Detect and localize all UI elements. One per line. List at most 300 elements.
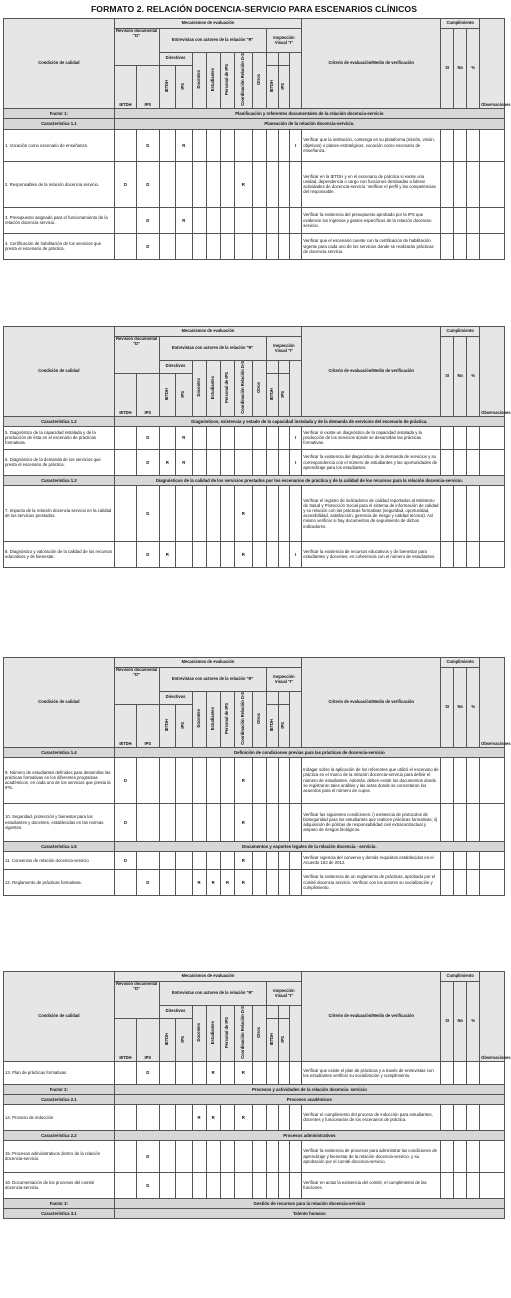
mark-coord: R [234, 851, 252, 869]
mark-pers [220, 449, 234, 475]
mark-d_ietdh [114, 485, 136, 541]
header-revision-ietdh: IETDH [114, 65, 136, 108]
cumple-no-cell[interactable] [454, 129, 467, 161]
mark-d_ips [137, 851, 159, 869]
mark-est [206, 541, 220, 567]
observaciones-cell[interactable] [480, 1061, 505, 1084]
condition-cell: 2. Responsables de la relación docencia servicio. [4, 161, 115, 207]
mark-d_ietdh: D [114, 803, 136, 841]
header-condicion: Condición de calidad [4, 972, 115, 1062]
mark-dir_ips [176, 869, 192, 895]
evaluation-table-3 [3, 657, 511, 896]
mark-d_ips [137, 757, 159, 803]
header-directivos: Directivos [159, 53, 192, 66]
header-cumplimiento: Cumplimiento [441, 19, 480, 29]
header-si: SI [441, 337, 454, 417]
cumple-no-cell[interactable] [454, 1061, 467, 1084]
car-label: Característica 1.4 [4, 747, 115, 757]
cumple-pct-cell[interactable] [467, 1061, 480, 1084]
header-inspeccion-ips [278, 704, 290, 747]
cumple-no-cell[interactable] [454, 233, 467, 259]
header-otros [252, 692, 266, 748]
header-personal-ips [220, 692, 234, 748]
header-inspeccion-empty [266, 53, 278, 66]
mark-ins [290, 803, 302, 841]
mark-otros [252, 233, 266, 259]
cumple-pct-cell[interactable] [467, 233, 480, 259]
table-row [4, 1140, 505, 1172]
table-row [4, 129, 505, 161]
header-directivos-ips [176, 704, 192, 747]
cumple-no-cell[interactable] [454, 485, 467, 541]
header-inspeccion-empty [278, 692, 290, 705]
mark-dir_ietdh [159, 161, 175, 207]
header-docentes [192, 1006, 206, 1062]
mark-pers [220, 161, 234, 207]
mark-dir_ips [176, 851, 192, 869]
criterion-cell: Verificar que la institución, contenga en su plataforma (misión, visión, objetivos) o planes estratégicos, vocación como escenario de enseñanza. [302, 129, 441, 161]
header-personal-ips-label: Personal de IPS [223, 63, 229, 95]
observaciones-cell[interactable] [480, 207, 505, 233]
car-title: Procesos académicos [114, 1094, 504, 1104]
observaciones-cell[interactable] [480, 233, 505, 259]
header-docentes-label: Docentes [195, 70, 201, 89]
header-directivos-ips-label: IPS [180, 721, 186, 729]
mark-ins_ietdh [266, 129, 278, 161]
observaciones-cell[interactable] [480, 161, 505, 207]
mark-coord [234, 449, 252, 475]
cumple-pct-cell[interactable] [467, 541, 480, 567]
observaciones-cell[interactable] [480, 449, 505, 475]
criterion-cell: Verificar las siguientes condiciones: i) existencia de protocolos de bioseguridad para los estudiantes que realicen prácticas formativas; ii) adquisición de pólizas de responsabilidad civil extracontractual y amparo de riesgos biológicos. [302, 803, 441, 841]
cumple-no-cell[interactable] [454, 541, 467, 567]
header-inspeccion-ietdh-label: IETDH [268, 1032, 274, 1045]
header-inspeccion-ips [278, 65, 290, 108]
criterion-cell: Verificar que existe el plan de prácticas y a través de entrevistas con los estudiantes verificar su socialización y cumplimiento. [302, 1061, 441, 1084]
mark-doc [192, 426, 206, 449]
mark-coord: R [234, 541, 252, 567]
cumple-no-cell[interactable] [454, 757, 467, 803]
observaciones-cell[interactable] [480, 426, 505, 449]
cumple-pct-cell[interactable] [467, 869, 480, 895]
cumple-si-cell[interactable] [441, 129, 454, 161]
mark-pers [220, 1104, 234, 1130]
cumple-si-cell[interactable] [441, 803, 454, 841]
mark-pers [220, 485, 234, 541]
header-observaciones: Observaciones [480, 19, 505, 109]
condition-cell: 15. Procesos administrativos dentro de la relación docencia-servicio. [4, 1140, 115, 1172]
cumple-no-cell[interactable] [454, 851, 467, 869]
header-mecanismos: Mecanismos de evaluación [114, 19, 301, 29]
header-revision: Revisión documental "D" [114, 982, 159, 1019]
header-inspeccion-empty [278, 53, 290, 66]
mark-pers [220, 233, 234, 259]
header-inspeccion-empty [290, 53, 302, 109]
table-row [4, 803, 505, 841]
observaciones-cell[interactable] [480, 541, 505, 567]
mark-ins_ips [278, 1172, 290, 1198]
cumple-no-cell[interactable] [454, 449, 467, 475]
caracteristica-row [4, 416, 505, 426]
cumple-no-cell[interactable] [454, 1104, 467, 1130]
header-inspeccion-ietdh [266, 373, 278, 416]
header-estudiantes [206, 53, 220, 109]
header-docentes-label: Docentes [195, 1023, 201, 1042]
cumple-si-cell[interactable] [441, 161, 454, 207]
mark-pers [220, 1172, 234, 1198]
mark-doc [192, 1140, 206, 1172]
mark-dir_ietdh [159, 869, 175, 895]
header-directivos-ietdh [159, 65, 175, 108]
cumple-pct-cell[interactable] [467, 449, 480, 475]
header-coordinacion-label: Coordinación Relación D-S [239, 1006, 245, 1059]
mark-dir_ips [176, 1104, 192, 1130]
header-condicion: Condición de calidad [4, 19, 115, 109]
header-directivos-ips [176, 65, 192, 108]
mark-pers [220, 426, 234, 449]
criterion-cell: Verificar la existencia del diagnóstico de la demanda de servicios y su correspondencia con el número de estudiantes y las oportunidades de aprendizaje para los estudiantes. [302, 449, 441, 475]
mark-ins_ietdh [266, 426, 278, 449]
mark-doc [192, 233, 206, 259]
mark-d_ips: D [137, 1140, 159, 1172]
factor-label: Factor 2: [4, 1084, 115, 1094]
mark-d_ietdh: D [114, 851, 136, 869]
cumple-pct-cell[interactable] [467, 1140, 480, 1172]
condition-cell: 14. Proceso de inducción [4, 1104, 115, 1130]
header-revision-ips: IPS [137, 65, 159, 108]
condition-cell: 6. Diagnóstico de la demanda de los servicios que presta el escenario de práctica. [4, 449, 115, 475]
observaciones-cell[interactable] [480, 757, 505, 803]
cumple-no-cell[interactable] [454, 1172, 467, 1198]
cumple-no-cell[interactable] [454, 207, 467, 233]
mark-coord: R [234, 757, 252, 803]
criterion-cell: Verificar el cumplimiento del proceso de inducción para estudiantes, docentes y funcionarios de los escenarios de práctica. [302, 1104, 441, 1130]
cumple-si-cell[interactable] [441, 1061, 454, 1084]
header-cumplimiento: Cumplimiento [441, 327, 480, 337]
mark-dir_ietdh: R [159, 541, 175, 567]
observaciones-cell[interactable] [480, 485, 505, 541]
header-entrevistas: Entrevistas con actores de la relación "R" [159, 337, 266, 361]
mark-ins_ietdh [266, 757, 278, 803]
cumple-no-cell[interactable] [454, 1140, 467, 1172]
header-docentes [192, 53, 206, 109]
header-mecanismos: Mecanismos de evaluación [114, 327, 301, 337]
condition-cell: 7. Impacto de la relación docencia servicio en la calidad de los servicios prestados. [4, 485, 115, 541]
mark-d_ips: D [137, 541, 159, 567]
header-directivos-ietdh-label: IETDH [163, 718, 169, 731]
header-personal-ips [220, 1006, 234, 1062]
mark-est: R [206, 869, 220, 895]
observaciones-cell[interactable] [480, 1172, 505, 1198]
header-inspeccion-ietdh-label: IETDH [268, 79, 274, 92]
mark-ins [290, 1172, 302, 1198]
factor-title: Procesos y actividades de la relación docencia- servicio [114, 1084, 504, 1094]
mark-ins_ips [278, 757, 290, 803]
mark-dir_ips [176, 233, 192, 259]
condition-cell: 1. Vocación como escenario de enseñanza [4, 129, 115, 161]
mark-ins_ips [278, 1061, 290, 1084]
car-title: Definición de condiciones previas para las prácticas de docencia-servicio [114, 747, 504, 757]
mark-coord: R [234, 869, 252, 895]
mark-d_ips [137, 803, 159, 841]
criterion-cell: Verificar la existencia de un reglamento de prácticas, aprobado por el comité docencia servicio. Verificar con los actores su socialización y cumplimiento. [302, 869, 441, 895]
header-inspeccion-empty [278, 361, 290, 374]
mark-otros [252, 485, 266, 541]
header-no: No [454, 982, 467, 1062]
header-mecanismos: Mecanismos de evaluación [114, 972, 301, 982]
mark-d_ips: D [137, 869, 159, 895]
mark-d_ips: D [137, 1061, 159, 1084]
mark-pers [220, 541, 234, 567]
observaciones-cell[interactable] [480, 869, 505, 895]
mark-otros [252, 757, 266, 803]
cumple-pct-cell[interactable] [467, 161, 480, 207]
cumple-si-cell[interactable] [441, 485, 454, 541]
criterion-cell: Verificar la existencia del presupuesto aprobado por la IPS que evidencie los ingresos y gastos específicos de la relación docencia-servicio. [302, 207, 441, 233]
cumple-si-cell[interactable] [441, 757, 454, 803]
mark-dir_ips: R [176, 129, 192, 161]
mark-ins_ietdh [266, 161, 278, 207]
observaciones-cell[interactable] [480, 851, 505, 869]
header-estudiantes [206, 692, 220, 748]
mark-ins: I [290, 449, 302, 475]
header-no: No [454, 337, 467, 417]
header-directivos-ietdh [159, 704, 175, 747]
mark-ins_ietdh [266, 485, 278, 541]
car-label: Característica 1.5 [4, 841, 115, 851]
mark-coord [234, 1140, 252, 1172]
mark-otros [252, 851, 266, 869]
mark-coord: R [234, 161, 252, 207]
header-personal-ips-label: Personal de IPS [223, 371, 229, 403]
mark-ins_ips [278, 851, 290, 869]
header-inspeccion-ietdh [266, 704, 278, 747]
mark-d_ips: D [137, 1172, 159, 1198]
header-si: SI [441, 668, 454, 748]
condition-cell: 10. Seguridad, protección y bienestar para los estudiantes y docentes, establecidas en las normas vigentes. [4, 803, 115, 841]
mark-est [206, 129, 220, 161]
car-label: Característica 2.1 [4, 1094, 115, 1104]
mark-ins [290, 1061, 302, 1084]
table-row [4, 161, 505, 207]
header-observaciones: Observaciones [480, 972, 505, 1062]
mark-d_ips: D [137, 161, 159, 207]
mark-d_ietdh [114, 207, 136, 233]
mark-dir_ietdh [159, 1104, 175, 1130]
header-directivos-ietdh-label: IETDH [163, 387, 169, 400]
table-row [4, 207, 505, 233]
mark-coord [234, 129, 252, 161]
factor-row [4, 1198, 505, 1208]
cumple-si-cell[interactable] [441, 426, 454, 449]
mark-doc [192, 161, 206, 207]
mark-est [206, 449, 220, 475]
mark-ins_ips [278, 449, 290, 475]
factor-title: Gestión de recursos para la relación docencia-servicio [114, 1198, 504, 1208]
mark-est [206, 426, 220, 449]
mark-dir_ietdh [159, 426, 175, 449]
mark-ins_ietdh [266, 541, 278, 567]
header-directivos-ietdh-label: IETDH [163, 1032, 169, 1045]
mark-d_ietdh [114, 233, 136, 259]
mark-ins_ips [278, 161, 290, 207]
caracteristica-row [4, 475, 505, 485]
mark-otros [252, 541, 266, 567]
header-estudiantes-label: Estudiantes [209, 375, 215, 399]
mark-dir_ips: R [176, 426, 192, 449]
header-coordinacion [234, 361, 252, 417]
mark-ins_ips [278, 803, 290, 841]
header-inspeccion: Inspección Visual "I" [266, 982, 301, 1006]
header-criterio: Criterio de evaluación/Medio de verificación [302, 658, 441, 748]
cumple-si-cell[interactable] [441, 541, 454, 567]
cumple-si-cell[interactable] [441, 851, 454, 869]
cumple-pct-cell[interactable] [467, 1104, 480, 1130]
header-inspeccion-ietdh [266, 65, 278, 108]
header-cumplimiento: Cumplimiento [441, 972, 480, 982]
mark-pers [220, 851, 234, 869]
criterion-cell: Indagar sobre la aplicación de los referentes que utilizó el escenario de práctica en el marco de la relación docencia-servicio para definir el número de estudiantes. Además, deben existir los documentos donde se registraron tales análisis y las actas donde se concretaron los acuerdos para el número de cupos. [302, 757, 441, 803]
header-inspeccion-empty [290, 1006, 302, 1062]
cumple-pct-cell[interactable] [467, 757, 480, 803]
header-personal-ips-label: Personal de IPS [223, 1016, 229, 1048]
mark-doc: R [192, 869, 206, 895]
evaluation-table-2 [3, 326, 511, 568]
caracteristica-row [4, 118, 505, 129]
header-entrevistas: Entrevistas con actores de la relación "R" [159, 982, 266, 1006]
cumple-no-cell[interactable] [454, 803, 467, 841]
table-row [4, 541, 505, 567]
header-otros-label: Otros [255, 73, 261, 85]
header-directivos-ips-label: IPS [180, 390, 186, 398]
header-cumplimiento: Cumplimiento [441, 658, 480, 668]
cumple-pct-cell[interactable] [467, 207, 480, 233]
cumple-si-cell[interactable] [441, 869, 454, 895]
mark-dir_ips [176, 1061, 192, 1084]
header-inspeccion-ips-label: IPS [280, 390, 286, 398]
mark-dir_ips [176, 541, 192, 567]
mark-ins: I [290, 541, 302, 567]
factor-row [4, 1084, 505, 1094]
header-otros [252, 361, 266, 417]
mark-dir_ietdh [159, 233, 175, 259]
mark-pers [220, 1140, 234, 1172]
mark-ins_ips [278, 1104, 290, 1130]
cumple-no-cell[interactable] [454, 426, 467, 449]
cumple-si-cell[interactable] [441, 233, 454, 259]
condition-cell: 13. Plan de prácticas formativas. [4, 1061, 115, 1084]
mark-ins [290, 1140, 302, 1172]
mark-d_ietdh [114, 1104, 136, 1130]
mark-ins_ietdh [266, 851, 278, 869]
mark-pers [220, 1061, 234, 1084]
mark-dir_ietdh [159, 803, 175, 841]
header-criterio: Criterio de evaluación/Medio de verificación [302, 327, 441, 417]
criterion-cell: Verificar la existencia de procesos para administrar las condiciones de aprendizaje y bienestar de la relación docencia-servicio, y su aprobación por el comité docencia-servicio. [302, 1140, 441, 1172]
header-coordinacion [234, 692, 252, 748]
header-inspeccion-empty [278, 1006, 290, 1019]
cumple-si-cell[interactable] [441, 207, 454, 233]
mark-ins_ietdh [266, 207, 278, 233]
header-inspeccion-ietdh-label: IETDH [268, 387, 274, 400]
header-inspeccion-ietdh [266, 1018, 278, 1061]
observaciones-cell[interactable] [480, 129, 505, 161]
mark-ins_ips [278, 1140, 290, 1172]
criterion-cell: Verificar en la IETDH y en el escenario de práctica si existe una unidad, dependencia o cargo con funciones destinadas a liderar actividades de docencia-servicio. Verificar el perfil y las competencias del responsable. [302, 161, 441, 207]
mark-ins_ips [278, 426, 290, 449]
mark-d_ips: D [137, 485, 159, 541]
car-title: Diagnósticos de la calidad de los servicios prestados por los escenarios de práctica y de la calidad de los recursos para la relación docencia-servicio. [114, 475, 504, 485]
mark-coord: R [234, 1061, 252, 1084]
mark-d_ietdh [114, 1061, 136, 1084]
observaciones-cell[interactable] [480, 1140, 505, 1172]
cumple-pct-cell[interactable] [467, 426, 480, 449]
caracteristica-row [4, 1094, 505, 1104]
mark-dir_ietdh [159, 1061, 175, 1084]
condition-cell: 9. Número de estudiantes definidos para desarrollar las prácticas formativas en los diferentes programas académicos, en cada uno de los servicios que presta la IPS. [4, 757, 115, 803]
mark-coord [234, 426, 252, 449]
mark-d_ietdh [114, 541, 136, 567]
car-title: Procesos administrativos [114, 1130, 504, 1140]
mark-coord: R [234, 1104, 252, 1130]
mark-d_ips: D [137, 426, 159, 449]
mark-doc [192, 851, 206, 869]
mark-ins_ips [278, 233, 290, 259]
header-entrevistas: Entrevistas con actores de la relación "R" [159, 668, 266, 692]
mark-dir_ietdh [159, 851, 175, 869]
condition-cell: 3. Presupuesto asignado para el funcionamiento de la relación docencia servicio. [4, 207, 115, 233]
cumple-pct-cell[interactable] [467, 485, 480, 541]
mark-dir_ips [176, 485, 192, 541]
mark-d_ietdh [114, 426, 136, 449]
header-coordinacion [234, 1006, 252, 1062]
header-directivos-ips-label: IPS [180, 82, 186, 90]
header-inspeccion-empty [266, 1006, 278, 1019]
mark-dir_ips [176, 757, 192, 803]
header-coordinacion-label: Coordinación Relación D-S [239, 361, 245, 414]
observaciones-cell[interactable] [480, 803, 505, 841]
mark-ins_ips [278, 207, 290, 233]
mark-dir_ietdh [159, 757, 175, 803]
mark-pers [220, 129, 234, 161]
cumple-si-cell[interactable] [441, 1104, 454, 1130]
mark-dir_ietdh [159, 1140, 175, 1172]
mark-ins_ietdh [266, 1172, 278, 1198]
mark-otros [252, 803, 266, 841]
condition-cell: 8. Diagnóstico y valoración de la calidad de los recursos educativos y de bienestar. [4, 541, 115, 567]
cumple-pct-cell[interactable] [467, 1172, 480, 1198]
mark-ins_ietdh [266, 449, 278, 475]
mark-ins_ietdh [266, 869, 278, 895]
cumple-si-cell[interactable] [441, 449, 454, 475]
cumple-pct-cell[interactable] [467, 851, 480, 869]
cumple-pct-cell[interactable] [467, 803, 480, 841]
cumple-si-cell[interactable] [441, 1172, 454, 1198]
cumple-no-cell[interactable] [454, 869, 467, 895]
header-observaciones: Observaciones [480, 658, 505, 748]
car-label: Característica 1.1 [4, 118, 115, 129]
header-observaciones: Observaciones [480, 327, 505, 417]
caracteristica-row [4, 841, 505, 851]
mark-ins [290, 233, 302, 259]
mark-pers [220, 207, 234, 233]
condition-cell: 12. Reglamento de prácticas formativas. [4, 869, 115, 895]
observaciones-cell[interactable] [480, 1104, 505, 1130]
cumple-pct-cell[interactable] [467, 129, 480, 161]
cumple-no-cell[interactable] [454, 161, 467, 207]
cumple-si-cell[interactable] [441, 1140, 454, 1172]
header-pct: % [467, 29, 480, 109]
